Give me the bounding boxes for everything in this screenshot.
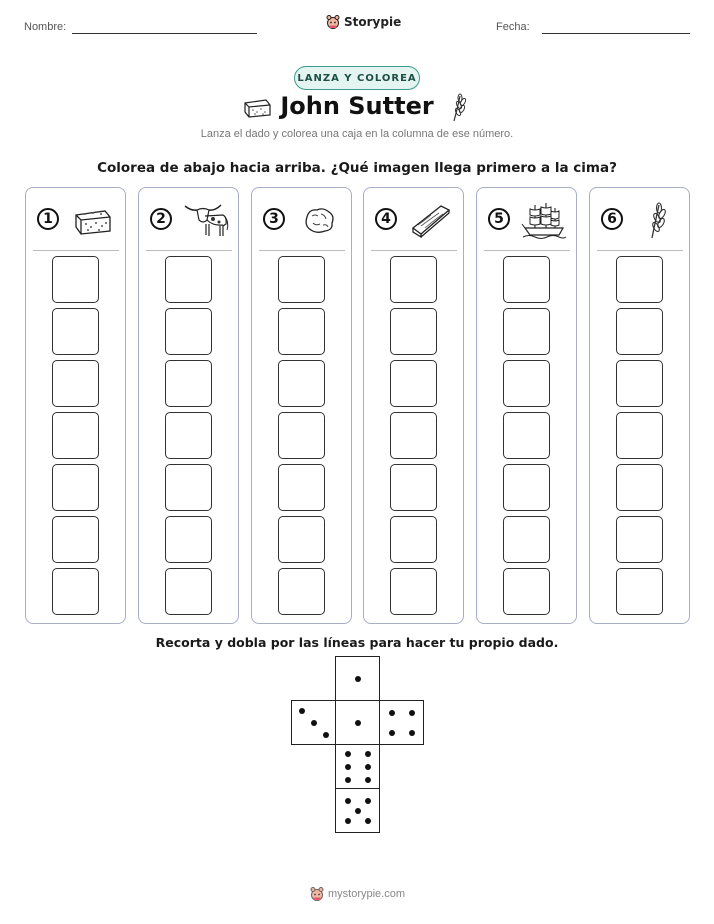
sailing-ship-icon <box>519 200 569 240</box>
column-divider <box>146 250 232 251</box>
column-divider <box>259 250 345 251</box>
color-box[interactable] <box>52 256 99 303</box>
color-box[interactable] <box>616 516 663 563</box>
die-face-5 <box>335 788 380 833</box>
column-divider <box>484 250 570 251</box>
die-face-1 <box>335 700 380 745</box>
footer-url: mystorypie.com <box>328 888 406 900</box>
column-number: 4 <box>375 208 397 230</box>
die-face-3 <box>291 700 336 745</box>
name-line[interactable] <box>72 33 257 34</box>
die-pip <box>323 732 329 738</box>
color-box[interactable] <box>165 360 212 407</box>
color-box[interactable] <box>616 464 663 511</box>
color-box[interactable] <box>616 360 663 407</box>
color-box[interactable] <box>616 412 663 459</box>
column-number: 6 <box>601 208 623 230</box>
color-box[interactable] <box>503 360 550 407</box>
color-box[interactable] <box>278 568 325 615</box>
color-box[interactable] <box>165 412 212 459</box>
color-box[interactable] <box>52 568 99 615</box>
die-pip <box>345 818 351 824</box>
die-pip <box>299 708 305 714</box>
sponge-cake-icon <box>242 96 272 118</box>
page-subtitle: Lanza el dado y colorea una caja en la columna de ese número. <box>200 128 514 140</box>
color-box[interactable] <box>278 464 325 511</box>
color-box[interactable] <box>503 412 550 459</box>
color-box[interactable] <box>616 308 663 355</box>
column-3 <box>251 187 352 624</box>
color-box[interactable] <box>390 256 437 303</box>
column-number: 3 <box>263 208 285 230</box>
storypie-mascot-icon <box>310 886 324 902</box>
color-box[interactable] <box>503 256 550 303</box>
color-box[interactable] <box>390 360 437 407</box>
longhorn-cattle-icon <box>181 200 231 240</box>
color-box[interactable] <box>390 516 437 563</box>
storypie-mascot-icon <box>326 14 340 30</box>
color-box[interactable] <box>165 308 212 355</box>
color-box[interactable] <box>52 412 99 459</box>
color-box[interactable] <box>278 360 325 407</box>
color-box[interactable] <box>165 464 212 511</box>
coloring-instruction: Colorea de abajo hacia arriba. ¿Qué imagen llega primero a la cima? <box>97 160 617 176</box>
color-box[interactable] <box>165 516 212 563</box>
color-box[interactable] <box>390 568 437 615</box>
die-pip <box>345 777 351 783</box>
gold-nugget-icon <box>294 200 344 240</box>
die-face-1 <box>335 656 380 701</box>
column-1 <box>25 187 126 624</box>
wheat-icon <box>448 92 468 122</box>
brand-logo <box>326 14 401 30</box>
column-number: 2 <box>150 208 172 230</box>
die-pip <box>345 798 351 804</box>
color-box[interactable] <box>52 516 99 563</box>
color-box[interactable] <box>390 412 437 459</box>
color-box[interactable] <box>503 464 550 511</box>
die-pip <box>355 808 361 814</box>
column-2 <box>138 187 239 624</box>
column-divider <box>371 250 457 251</box>
color-box[interactable] <box>165 256 212 303</box>
column-divider <box>33 250 119 251</box>
color-box[interactable] <box>503 516 550 563</box>
color-box[interactable] <box>165 568 212 615</box>
die-face-6 <box>335 744 380 789</box>
color-box[interactable] <box>390 308 437 355</box>
activity-badge: LANZA Y COLOREA <box>294 66 420 90</box>
column-6 <box>589 187 690 624</box>
sponge-cake-icon <box>68 200 118 240</box>
cut-instruction: Recorta y dobla por las líneas para hacer tu propio dado. <box>155 635 559 650</box>
die-pip <box>345 751 351 757</box>
die-pip <box>365 751 371 757</box>
die-pip <box>409 710 415 716</box>
column-4 <box>363 187 464 624</box>
color-box[interactable] <box>278 516 325 563</box>
brand-name: Storypie <box>344 15 402 29</box>
page-title: John Sutter <box>280 92 434 120</box>
color-box[interactable] <box>52 360 99 407</box>
column-number: 1 <box>37 208 59 230</box>
color-box[interactable] <box>52 464 99 511</box>
name-label: Nombre: <box>24 21 67 33</box>
color-box[interactable] <box>52 308 99 355</box>
die-pip <box>409 730 415 736</box>
footer <box>310 886 405 902</box>
wood-plank-icon <box>406 200 456 240</box>
die-pip <box>365 818 371 824</box>
color-box[interactable] <box>278 412 325 459</box>
die-pip <box>365 777 371 783</box>
die-pip <box>355 720 361 726</box>
die-pip <box>345 764 351 770</box>
color-box[interactable] <box>390 464 437 511</box>
die-face-4 <box>379 700 424 745</box>
color-box[interactable] <box>616 568 663 615</box>
date-label: Fecha: <box>496 21 530 33</box>
die-pip <box>389 730 395 736</box>
column-number: 5 <box>488 208 510 230</box>
color-box[interactable] <box>503 308 550 355</box>
column-5 <box>476 187 577 624</box>
color-box[interactable] <box>278 308 325 355</box>
color-box[interactable] <box>503 568 550 615</box>
color-box[interactable] <box>616 256 663 303</box>
die-pip <box>389 710 395 716</box>
die-pip <box>355 676 361 682</box>
column-divider <box>597 250 683 251</box>
color-box[interactable] <box>278 256 325 303</box>
date-line[interactable] <box>542 33 690 34</box>
die-pip <box>311 720 317 726</box>
die-pip <box>365 764 371 770</box>
wheat-icon <box>632 200 682 240</box>
die-pip <box>365 798 371 804</box>
